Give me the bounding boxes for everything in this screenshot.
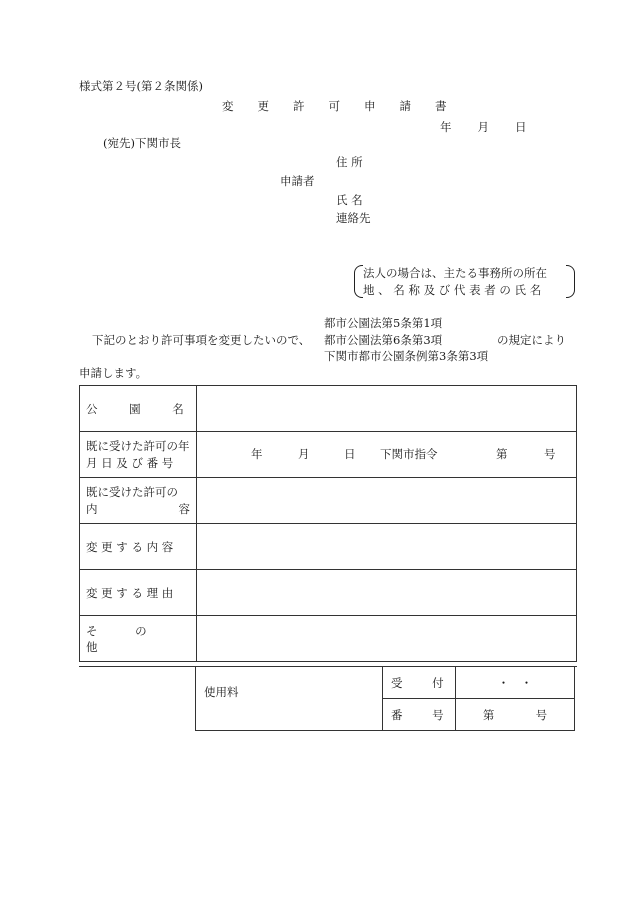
title-char: 許 bbox=[293, 99, 305, 113]
fee-table bbox=[195, 666, 575, 731]
law-1: 都市公園法第5条第1項 bbox=[324, 316, 443, 330]
law-2: 都市公園法第6条第3項 bbox=[324, 333, 443, 347]
table-row bbox=[80, 524, 577, 570]
change-reason-field[interactable] bbox=[197, 570, 577, 616]
park-name-label: 公 園 名 bbox=[80, 386, 197, 432]
table-row bbox=[80, 616, 577, 662]
name-label: 氏 名 bbox=[336, 193, 363, 207]
corp-note-line1: 法人の場合は、主たる事務所の所在 bbox=[363, 266, 547, 280]
received-label: 受 付 bbox=[383, 667, 456, 699]
table-row bbox=[80, 570, 577, 616]
title-char: 請 bbox=[399, 99, 411, 113]
title-char: 変 bbox=[222, 99, 234, 113]
date-year: 年 bbox=[440, 120, 452, 134]
contact-label: 連絡先 bbox=[336, 211, 371, 225]
other-label: そ の 他 bbox=[80, 616, 197, 662]
permit-month: 月 bbox=[298, 447, 310, 461]
permit-year: 年 bbox=[251, 447, 263, 461]
corp-note-line2: 地 、 名 称 及 び 代 表 者 の 氏 名 bbox=[363, 283, 542, 297]
other-field[interactable] bbox=[197, 616, 577, 662]
change-content-label: 変 更 す る 内 容 bbox=[80, 524, 197, 570]
received-field[interactable]: ・ ・ bbox=[456, 667, 575, 699]
number-label: 番 号 bbox=[383, 699, 456, 731]
change-content-field[interactable] bbox=[197, 524, 577, 570]
application-table bbox=[79, 385, 577, 662]
date-month: 月 bbox=[477, 120, 489, 134]
title-char: 書 bbox=[435, 99, 447, 113]
form-number: 様式第２号(第２条関係) bbox=[79, 79, 203, 93]
permit-designation: 下関市指令 bbox=[380, 447, 438, 461]
applicant-label: 申請者 bbox=[280, 174, 315, 188]
date-line bbox=[440, 122, 527, 134]
permit-day: 日 bbox=[344, 447, 356, 461]
statement-intro: 下記のとおり許可事項を変更したいので、 bbox=[92, 333, 311, 347]
prior-permit-label: 既に受けた許可の年 月 日 及 び 番 号 bbox=[80, 432, 197, 478]
statement-suffix: の規定により bbox=[497, 333, 566, 347]
address-label: 住 所 bbox=[336, 155, 363, 169]
table-row bbox=[80, 386, 577, 432]
prior-permit-field[interactable] bbox=[197, 432, 577, 478]
table-row bbox=[80, 478, 577, 524]
permit-number-suffix: 号 bbox=[544, 447, 556, 461]
right-brace bbox=[566, 265, 575, 298]
usage-fee-label: 使用料 bbox=[196, 667, 383, 731]
left-brace bbox=[354, 265, 363, 298]
change-reason-label: 変 更 す る 理 由 bbox=[80, 570, 197, 616]
table-row bbox=[80, 432, 577, 478]
permit-number-prefix: 第 bbox=[496, 447, 508, 461]
statement-closing: 申請します。 bbox=[79, 366, 148, 380]
addressee: (宛先)下関市長 bbox=[103, 136, 181, 150]
title-char: 可 bbox=[328, 99, 340, 113]
title-char: 更 bbox=[257, 99, 269, 113]
number-field[interactable]: 第 号 bbox=[456, 699, 575, 731]
park-name-field[interactable] bbox=[197, 386, 577, 432]
date-day: 日 bbox=[515, 120, 527, 134]
document-title bbox=[222, 101, 447, 113]
law-3: 下関市都市公園条例第3条第3項 bbox=[324, 349, 489, 363]
prior-content-label: 既に受けた許可の 内 容 bbox=[80, 478, 197, 524]
prior-content-field[interactable] bbox=[197, 478, 577, 524]
title-char: 申 bbox=[364, 99, 376, 113]
table-row bbox=[196, 667, 575, 699]
